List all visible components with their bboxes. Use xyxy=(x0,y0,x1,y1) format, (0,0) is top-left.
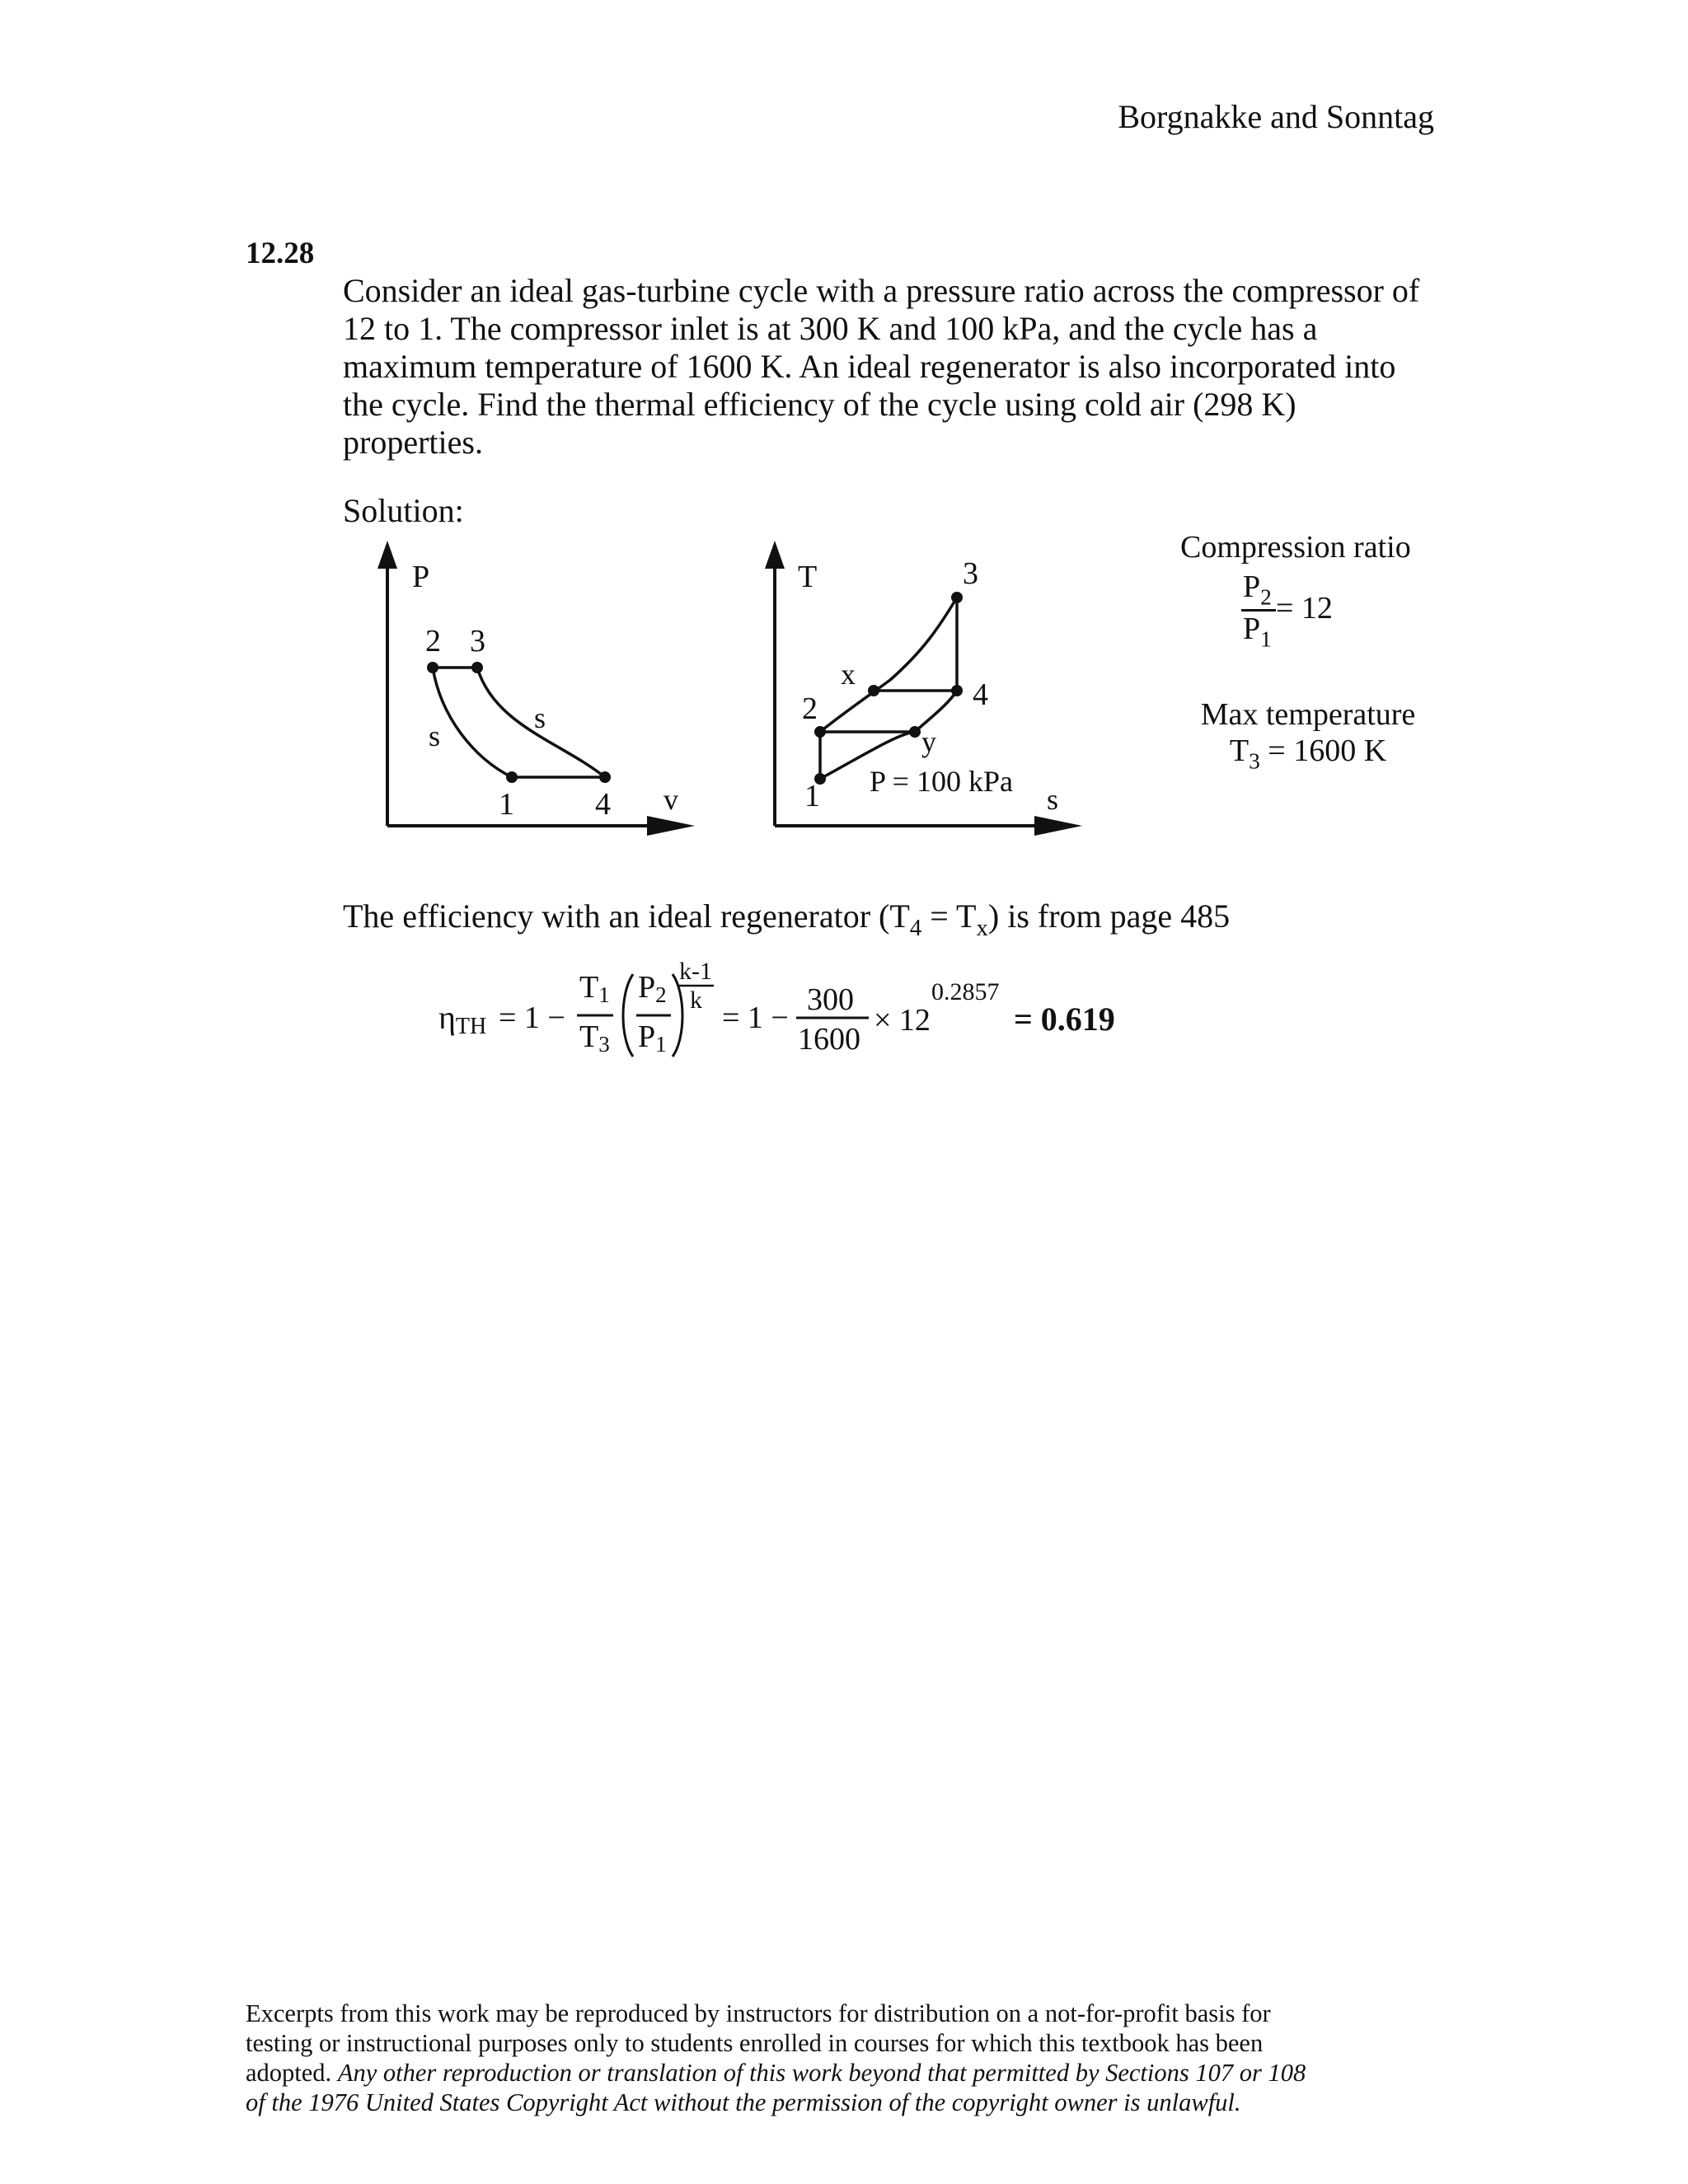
problem-line: Consider an ideal gas-turbine cycle with a pressure ratio across the compressor of xyxy=(343,272,1420,309)
problem-line: maximum temperature of 1600 K. An ideal regenerator is also incorporated into xyxy=(343,348,1396,385)
footer-line: adopted. Any other reproduction or translation of this work beyond that permitted by Sections 107 or 108 xyxy=(246,2059,1306,2087)
compression-title: Compression ratio xyxy=(1180,530,1411,565)
ts-label-2: 2 xyxy=(802,691,818,726)
copyright-footer xyxy=(246,1999,1449,2117)
comp-num: $P_2$ xyxy=(1243,569,1272,610)
ts-label-y: y xyxy=(921,725,936,758)
eq-minus-1: = 1 − xyxy=(499,1001,565,1035)
exponent-numerator: k-1 xyxy=(679,958,712,985)
pv-label-1: 1 xyxy=(499,787,514,822)
ts-state-point xyxy=(868,685,879,696)
pv-diagram xyxy=(377,541,695,836)
pv-label-4: 4 xyxy=(595,787,611,822)
exponent-denominator: k xyxy=(690,987,702,1014)
ts-label-x: x xyxy=(841,658,856,691)
times-12: × 12 xyxy=(874,1003,931,1038)
ts-label-1: 1 xyxy=(804,779,820,813)
ts-y-axis-label: T xyxy=(798,560,818,594)
comp-den: $P_1$ xyxy=(1243,612,1272,652)
ts-state-point xyxy=(951,592,963,603)
max-temperature-note xyxy=(1180,696,1436,775)
comp-value: = 12 xyxy=(1276,591,1333,626)
ts-state-point xyxy=(814,726,826,738)
ts-isobar-label: P = 100 kPa xyxy=(870,765,1013,798)
pv-state-point xyxy=(427,662,438,673)
header-authors: Borgnakke and Sonntag xyxy=(1118,98,1434,135)
pv-state-point xyxy=(599,771,611,783)
frac-P2: P2 xyxy=(638,970,667,1007)
ts-label-3: 3 xyxy=(963,556,978,591)
frac-den-1600: 1600 xyxy=(798,1022,860,1057)
power-value: 0.2857 xyxy=(931,978,1000,1005)
frac-T1: T1 xyxy=(579,970,610,1007)
pv-label-s-left: s xyxy=(429,719,441,752)
ts-y-arrow xyxy=(765,541,785,569)
efficiency-result: = 0.619 xyxy=(1014,1001,1115,1038)
problem-line: properties. xyxy=(343,424,483,461)
efficiency-equation xyxy=(438,958,1115,1057)
frac-num-300: 300 xyxy=(807,982,854,1017)
pv-x-arrow xyxy=(647,816,695,836)
pv-y-arrow xyxy=(377,541,397,569)
ts-state-point xyxy=(951,685,963,696)
compression-ratio-note xyxy=(1180,529,1411,656)
efficiency-statement: The efficiency with an ideal regenerator $(T_4 = T_x)$ is from page 485 xyxy=(343,898,1231,942)
max-temp-title: Max temperature xyxy=(1200,697,1416,732)
footer-line: testing or instructional purposes only to students enrolled in courses for which this textbook has been xyxy=(246,2029,1264,2057)
pv-compression-curve xyxy=(433,668,512,777)
ts-label-4: 4 xyxy=(973,677,988,712)
pv-label-3: 3 xyxy=(470,624,485,658)
max-temp-value: $T_3 = 1600$ K xyxy=(1229,733,1387,774)
problem-line: the cycle. Find the thermal efficiency of the cycle using cold air (298 K) xyxy=(343,386,1296,423)
ts-diagram xyxy=(765,541,1082,836)
paren-left xyxy=(623,974,633,1057)
eta-symbol: ηTH xyxy=(438,999,487,1039)
solution-label: Solution: xyxy=(343,492,464,529)
frac-T3: T3 xyxy=(579,1019,610,1057)
pv-state-point xyxy=(471,662,483,673)
ts-state-point xyxy=(909,726,921,738)
pv-x-axis-label: v xyxy=(663,783,678,816)
frac-P1: P1 xyxy=(638,1019,667,1057)
pv-state-point xyxy=(506,771,518,783)
ts-x-axis-label: s xyxy=(1047,783,1059,816)
problem-line: 12 to 1. The compressor inlet is at 300 K and 100 kPa, and the cycle has a xyxy=(343,310,1318,347)
ts-x-arrow xyxy=(1034,816,1082,836)
footer-line: Excerpts from this work may be reproduced by instructors for distribution on a not-for-profit basis for xyxy=(246,1999,1271,2027)
pv-label-2: 2 xyxy=(425,624,441,658)
pv-label-s-right: s xyxy=(534,701,546,734)
eq-minus-2: = 1 − xyxy=(722,1001,789,1035)
pv-y-axis-label: P xyxy=(412,560,430,594)
footer-line: of the 1976 United States Copyright Act without the permission of the copyright owner is unlawful. xyxy=(246,2088,1241,2116)
problem-number: 12.28 xyxy=(246,237,315,270)
